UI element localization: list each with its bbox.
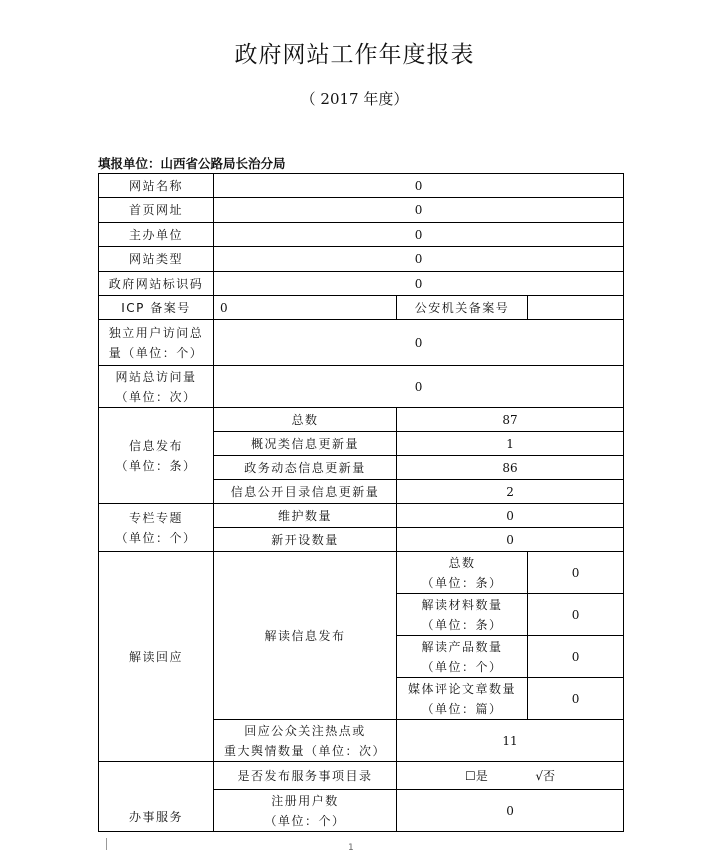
- site-name-value: 0: [214, 174, 624, 198]
- interpret-response-label: 解读回应: [99, 552, 214, 762]
- column-maintained-value: 0: [397, 504, 624, 528]
- info-total-value: 87: [397, 408, 624, 432]
- column-topic-label: [99, 504, 214, 552]
- service-catalog-label: 是否发布服务事项目录: [214, 762, 397, 790]
- catalog-no-checkbox: √否: [535, 768, 556, 783]
- response-hotspot-label: [214, 720, 397, 762]
- catalog-yes-checkbox: ☐是: [464, 768, 488, 783]
- interpret-material-label: [397, 594, 528, 636]
- icp-value: 0: [214, 296, 397, 320]
- table-row: [99, 296, 624, 320]
- info-total-label: 总数: [214, 408, 397, 432]
- interpret-media-line1: 媒体评论文章数量: [407, 681, 516, 696]
- page-number: 1: [348, 843, 354, 853]
- table-row: [99, 504, 624, 528]
- interpret-total-label: [397, 552, 528, 594]
- service-label: 办事服务: [99, 762, 214, 832]
- page-margin-mark: [106, 838, 107, 850]
- table-row: [99, 174, 624, 198]
- pv-label-line1: 网站总访问量: [115, 369, 197, 384]
- registered-users-label: [214, 790, 397, 832]
- column-label-line2: （单位：个）: [115, 530, 197, 545]
- site-name-label: 网站名称: [99, 174, 214, 198]
- homepage-value: 0: [214, 198, 624, 223]
- service-catalog-options: [397, 762, 624, 790]
- table-row: [99, 762, 624, 790]
- info-overview-value: 1: [397, 432, 624, 456]
- table-row: [99, 198, 624, 223]
- interpret-total-line2: （单位：条）: [421, 575, 503, 590]
- interpret-material-value: 0: [528, 594, 624, 636]
- info-label-line2: （单位：条）: [115, 458, 197, 473]
- response-hotspot-line1: 回应公众关注热点或: [244, 723, 366, 738]
- column-new-value: 0: [397, 528, 624, 552]
- sponsor-label: 主办单位: [99, 223, 214, 247]
- page-title: 政府网站工作年度报表: [234, 42, 475, 68]
- police-record-value: [528, 296, 624, 320]
- interpret-total-line1: 总数: [448, 555, 476, 570]
- site-id-value: 0: [214, 272, 624, 296]
- info-publish-label: [99, 408, 214, 504]
- site-type-label: 网站类型: [99, 247, 214, 272]
- pv-label: [99, 366, 214, 408]
- reporting-unit: 填报单位：山西省公路局长治分局: [98, 156, 286, 171]
- table-row: [99, 408, 624, 432]
- table-row: [99, 320, 624, 366]
- info-news-value: 86: [397, 456, 624, 480]
- report-year: （ 2017 年度）: [300, 90, 409, 108]
- interpret-material-line1: 解读材料数量: [421, 597, 503, 612]
- info-label-line1: 信息发布: [128, 438, 183, 453]
- registered-users-line1: 注册用户数: [271, 793, 339, 808]
- interpret-publish-label: 解读信息发布: [214, 552, 397, 720]
- table-row: [99, 366, 624, 408]
- interpret-media-value: 0: [528, 678, 624, 720]
- info-catalog-label: 信息公开目录信息更新量: [214, 480, 397, 504]
- table-row: [99, 272, 624, 296]
- site-type-value: 0: [214, 247, 624, 272]
- police-record-label: 公安机关备案号: [397, 296, 528, 320]
- info-news-label: 政务动态信息更新量: [214, 456, 397, 480]
- pv-label-line2: （单位：次）: [115, 389, 197, 404]
- info-overview-label: 概况类信息更新量: [214, 432, 397, 456]
- response-hotspot-value: 11: [397, 720, 624, 762]
- interpret-product-label: [397, 636, 528, 678]
- interpret-media-line2: （单位：篇）: [421, 701, 503, 716]
- uv-label-line2: 量（单位：个）: [108, 345, 204, 360]
- interpret-product-value: 0: [528, 636, 624, 678]
- info-catalog-value: 2: [397, 480, 624, 504]
- sponsor-value: 0: [214, 223, 624, 247]
- uv-label-line1: 独立用户访问总: [108, 325, 204, 340]
- column-new-label: 新开设数量: [214, 528, 397, 552]
- registered-users-value: 0: [397, 790, 624, 832]
- uv-value: 0: [214, 320, 624, 366]
- interpret-product-line1: 解读产品数量: [421, 639, 503, 654]
- uv-label: [99, 320, 214, 366]
- column-maintained-label: 维护数量: [214, 504, 397, 528]
- response-hotspot-line2: 重大舆情数量（单位：次）: [223, 743, 386, 758]
- table-row: [99, 223, 624, 247]
- interpret-total-value: 0: [528, 552, 624, 594]
- table-row: [99, 247, 624, 272]
- report-table: [98, 173, 624, 832]
- registered-users-line2: （单位：个）: [264, 813, 346, 828]
- site-id-label: 政府网站标识码: [99, 272, 214, 296]
- pv-value: 0: [214, 366, 624, 408]
- interpret-material-line2: （单位：条）: [421, 617, 503, 632]
- table-row: [99, 552, 624, 594]
- interpret-product-line2: （单位：个）: [421, 659, 503, 674]
- interpret-media-label: [397, 678, 528, 720]
- homepage-label: 首页网址: [99, 198, 214, 223]
- column-label-line1: 专栏专题: [128, 510, 183, 525]
- icp-label: ICP 备案号: [99, 296, 214, 320]
